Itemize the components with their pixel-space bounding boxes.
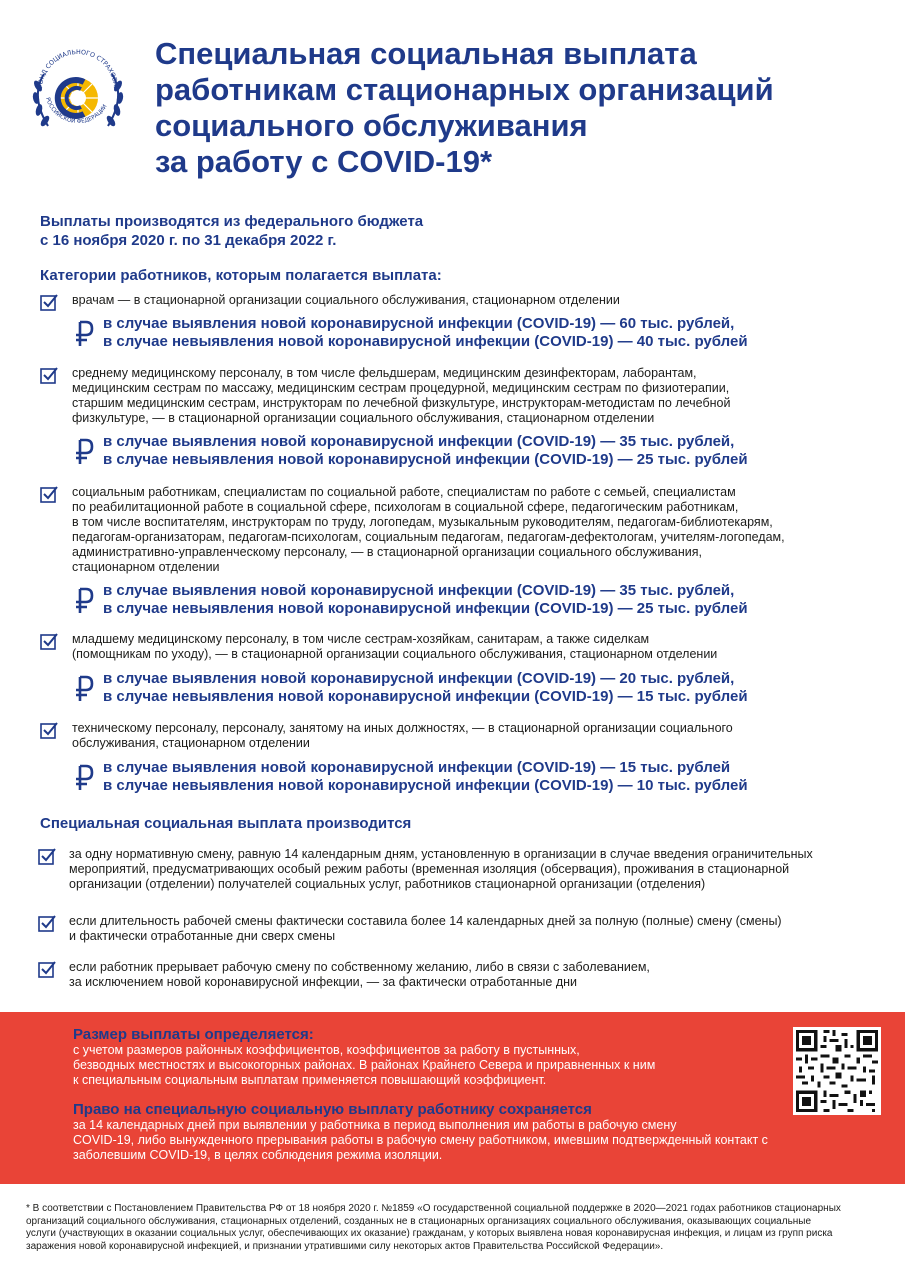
condition-line: если длительность рабочей смены фактически составила более 14 календарных дней за полную (полные) смену (смены): [69, 914, 782, 928]
amount-not-detected: в случае невыявления новой коронавирусной инфекции (COVID-19) — 15 тыс. рублей: [103, 688, 748, 705]
payment-retention-heading: Право на специальную социальную выплату работнику сохраняется: [73, 1101, 592, 1118]
title-line: за работу с COVID-19*: [155, 144, 493, 179]
ruble-icon: [74, 674, 96, 704]
condition-text: [69, 847, 889, 892]
fss-logo: [22, 34, 134, 146]
footnote: [26, 1203, 886, 1253]
payment-size-line: к специальным социальным выплатам применяется повышающий коэффициент.: [73, 1073, 547, 1087]
amount-not-detected: в случае невыявления новой коронавирусной инфекции (COVID-19) — 25 тыс. рублей: [103, 600, 748, 617]
category-line: врачам — в стационарной организации социального обслуживания, стационарном отделении: [72, 293, 620, 307]
category-line: младшему медицинскому персоналу, в том числе сестрам-хозяйкам, санитарам, а также сиделкам: [72, 632, 650, 646]
funding-line: Выплаты производятся из федерального бюджета: [40, 213, 424, 230]
category-line: физкультуре, — в стационарной организации социального обслуживания, стационарном отделении: [72, 411, 655, 425]
footnote-line: организаций социального обслуживания, стационарных отделений, созданных не в стационарных организациях социального обслуживания, оказывающих социальные: [26, 1215, 812, 1227]
title-line: Специальная социальная выплата: [155, 36, 697, 71]
category-line: (помощникам по уходу), — в стационарной организации социального обслуживания, стационарном отделении: [72, 647, 718, 661]
category-item: [40, 366, 890, 471]
category-item: [40, 632, 890, 707]
categories-heading: Категории работников, которым полагается выплата:: [40, 267, 442, 284]
amount-detected: в случае выявления новой коронавирусной инфекции (COVID-19) — 20 тыс. рублей,: [103, 670, 735, 687]
payment-size-line: с учетом размеров районных коэффициентов, коэффициентов за работу в пустынных,: [73, 1043, 580, 1057]
footnote-line: услуги (участвующих в оказании социальных услуг, обеспечивающих их оказание) гражданам, у которых выявлена новая коронавирусная инфекция, и лицам из групп риска: [26, 1228, 833, 1239]
payment-size-text: [73, 1043, 773, 1088]
checkbox-checked-icon: [40, 721, 58, 739]
condition-line: организации (отделении) получателей социальных услуг, работников стационарной организации (отделения): [69, 877, 706, 891]
payment-condition: [38, 914, 888, 946]
category-item: [40, 293, 890, 353]
payment-amounts: [103, 582, 748, 618]
condition-line: и фактически отработанные дни сверх смены: [69, 929, 336, 943]
checkbox-checked-icon: [40, 366, 58, 384]
category-line: среднему медицинскому персоналу, в том числе фельдшерам, медицинским дезинфекторам, лаборантам,: [72, 366, 697, 380]
qr-code-icon: [793, 1027, 881, 1115]
category-description: [72, 293, 892, 308]
ruble-icon: [74, 319, 96, 349]
category-description: [72, 721, 892, 751]
fss-emblem-icon: [22, 34, 134, 146]
category-line: старшим медицинским сестрам, инструкторам по лечебной физкультуре, инструкторам-методистам по лечебной: [72, 396, 731, 410]
category-line: административно-управленческому персоналу, — в стационарной организации социального обслуживания,: [72, 545, 702, 559]
category-line: в том числе воспитателям, инструкторам по труду, логопедам, музыкальным руководителям, педагогам-библиотекарям,: [72, 515, 773, 529]
category-description: [72, 485, 892, 575]
checkbox-checked-icon: [38, 914, 56, 932]
payment-size-line: безводных местностях и высокогорных районах. В районах Крайнего Севера и приравненных к ним: [73, 1058, 656, 1072]
payment-heading: Специальная социальная выплата производится: [40, 815, 412, 832]
category-line: обслуживания, стационарном отделении: [72, 736, 310, 750]
category-item: [40, 485, 890, 620]
category-line: по реабилитационной работе в социальной сфере, психологам в социальной сфере, педагогическим работникам,: [72, 500, 739, 514]
payment-retention-line: за 14 календарных дней при выявлении у работника в период выполнения им работы в рабочую смену: [73, 1118, 677, 1132]
category-line: педагогам-организаторам, педагогам-психологам, социальным педагогам, педагогам-дефектологам, учителям-логопедам,: [72, 530, 785, 544]
checkbox-checked-icon: [40, 485, 58, 503]
payment-retention-block: [73, 1101, 773, 1163]
amount-not-detected: в случае невыявления новой коронавирусной инфекции (COVID-19) — 40 тыс. рублей: [103, 333, 748, 350]
category-item: [40, 721, 890, 796]
payment-size-heading: Размер выплаты определяется:: [73, 1026, 314, 1043]
checkbox-checked-icon: [38, 847, 56, 865]
payment-retention-line: заболевшим COVID-19, в целях соблюдения режима изоляции.: [73, 1148, 443, 1162]
funding-period: с 16 ноября 2020 г. по 31 декабря 2022 г.: [40, 232, 337, 249]
amount-detected: в случае выявления новой коронавирусной инфекции (COVID-19) — 35 тыс. рублей,: [103, 582, 735, 599]
payment-size-block: [73, 1026, 773, 1088]
title-line: социального обслуживания: [155, 108, 588, 143]
category-line: социальным работникам, специалистам по социальной работе, специалистам по работе с семьей, специалистам: [72, 485, 736, 499]
page-title: [155, 36, 895, 180]
payment-retention-text: [73, 1118, 773, 1163]
amount-detected: в случае выявления новой коронавирусной инфекции (COVID-19) — 60 тыс. рублей,: [103, 315, 735, 332]
payment-amounts: [103, 433, 748, 469]
ruble-icon: [74, 437, 96, 467]
ruble-icon: [74, 763, 96, 793]
checkbox-checked-icon: [38, 960, 56, 978]
category-description: [72, 632, 892, 662]
category-line: медицинским сестрам по массажу, медицинским сестрам процедурной, медицинским сестрам по физиотерапии,: [72, 381, 730, 395]
checkbox-checked-icon: [40, 293, 58, 311]
payment-retention-line: COVID-19, либо вынужденного прерывания работы в рабочую смену работником, имевшим подтвержденный контакт с: [73, 1133, 768, 1147]
condition-line: за исключением новой коронавирусной инфекции, — за фактически отработанные дни: [69, 975, 578, 989]
category-description: [72, 366, 892, 426]
category-line: техническому персоналу, персоналу, занятому на иных должностях, — в стационарной организации социального: [72, 721, 733, 735]
condition-line: если работник прерывает рабочую смену по собственному желанию, либо в связи с заболеванием,: [69, 960, 650, 974]
footnote-line: * В соответствии с Постановлением Правительства РФ от 18 ноября 2020 г. №1859 «О государственной социальной поддержке в 2020—2021 годах работников стационарных: [26, 1203, 841, 1214]
funding-info: [40, 212, 423, 250]
condition-line: за одну нормативную смену, равную 14 календарным дням, установленную в организации в случае введения ограничительных: [69, 847, 813, 861]
payment-condition: [38, 960, 888, 992]
payment-amounts: [103, 315, 748, 351]
logo-ring-text-bottom: РОССИЙСКОЙ ФЕДЕРАЦИИ: [44, 96, 109, 125]
amount-not-detected: в случае невыявления новой коронавирусной инфекции (COVID-19) — 10 тыс. рублей: [103, 777, 748, 794]
title-line: работникам стационарных организаций: [155, 72, 774, 107]
payment-amounts: [103, 759, 748, 795]
amount-not-detected: в случае невыявления новой коронавирусной инфекции (COVID-19) — 25 тыс. рублей: [103, 451, 748, 468]
condition-text: [69, 914, 889, 944]
ruble-icon: [74, 586, 96, 616]
category-line: стационарном отделении: [72, 560, 220, 574]
logo-ring-text: ФОНД СОЦИАЛЬНОГО СТРАХОВАН: [36, 48, 120, 92]
condition-line: мероприятий, предусматривающих особый режим работы (временная изоляция (обсервация), проживания в стационарной: [69, 862, 790, 876]
qr-code[interactable]: [793, 1027, 881, 1115]
checkbox-checked-icon: [40, 632, 58, 650]
amount-detected: в случае выявления новой коронавирусной инфекции (COVID-19) — 15 тыс. рублей: [103, 759, 731, 776]
condition-text: [69, 960, 889, 990]
payment-amounts: [103, 670, 748, 706]
payment-condition: [38, 847, 888, 895]
amount-detected: в случае выявления новой коронавирусной инфекции (COVID-19) — 35 тыс. рублей,: [103, 433, 735, 450]
footnote-line: заражения новой коронавирусной инфекцией, и признании утратившими силу некоторых актов Правительства Российской Федерации».: [26, 1240, 664, 1252]
